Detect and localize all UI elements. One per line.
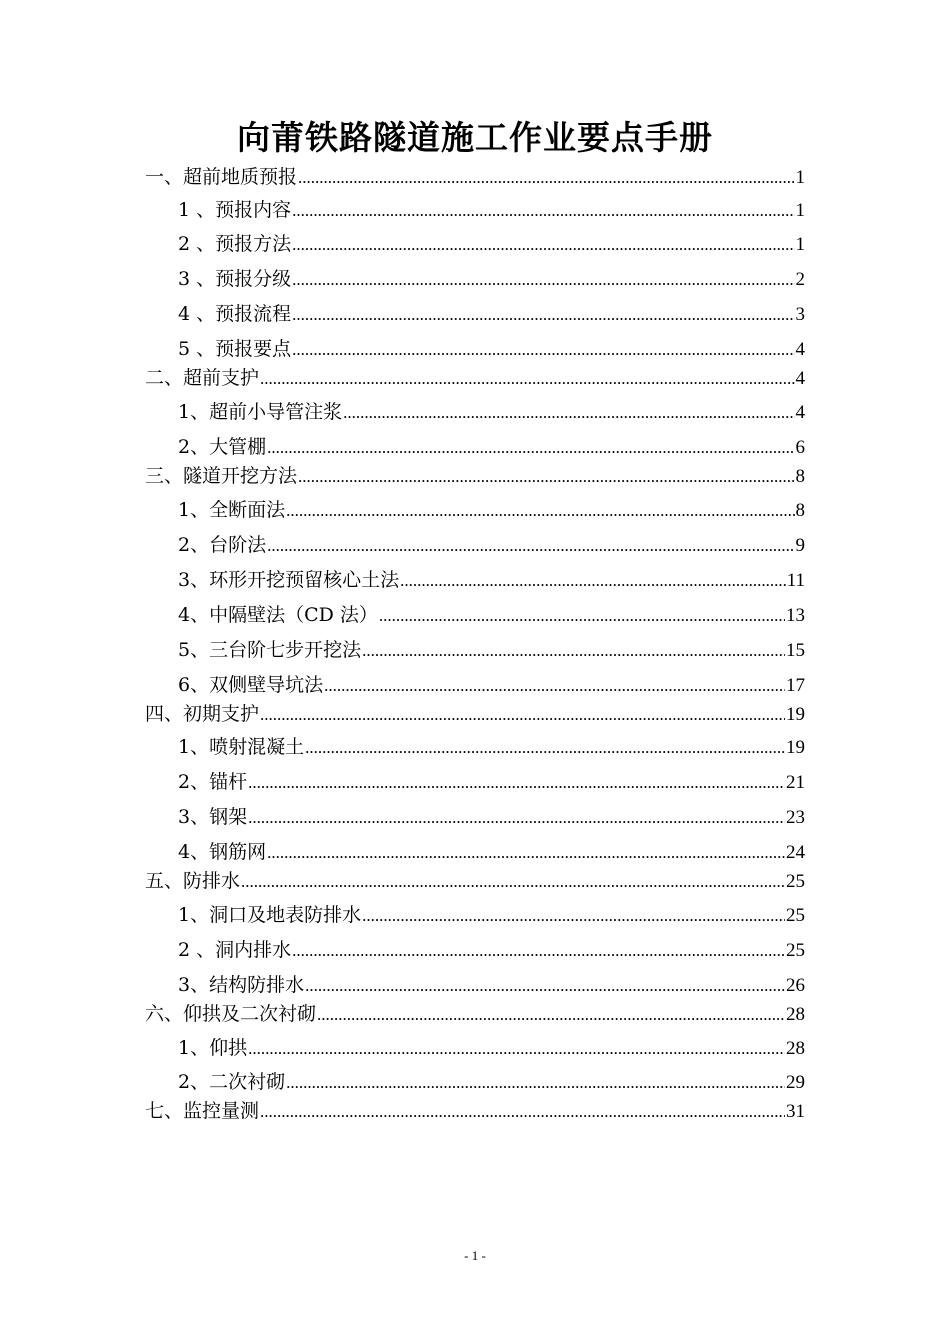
toc-entry-label: 四、初期支护 [145, 703, 260, 725]
toc-page-number: 11 [786, 570, 805, 591]
toc-subsection-entry[interactable] [178, 265, 805, 294]
toc-entry-label: 1、喷射混凝土 [178, 736, 305, 758]
toc-entry-label: 2、锚杆 [178, 771, 248, 793]
toc-entry-label: 七、监控量测 [145, 1100, 260, 1122]
toc-entry-label: 6、双侧壁导坑法 [178, 674, 324, 696]
toc-page-number: 6 [795, 437, 805, 458]
toc-subsection-entry[interactable] [178, 1034, 805, 1063]
toc-page-number: 3 [795, 304, 805, 325]
toc-entry-label: 1、全断面法 [178, 499, 286, 521]
toc-dot-leader [324, 672, 785, 700]
toc-dot-leader [362, 902, 785, 930]
toc-page-number: 1 [795, 200, 805, 221]
toc-page-number: 8 [795, 466, 805, 487]
toc-entry-label: 一、超前地质预报 [145, 166, 298, 188]
toc-dot-leader [248, 1035, 785, 1063]
toc-page-number: 8 [795, 500, 805, 521]
toc-dot-leader [267, 434, 794, 462]
toc-page-number: 2 [795, 269, 805, 290]
toc-dot-leader [260, 365, 794, 393]
toc-subsection-entry[interactable] [178, 300, 805, 329]
toc-entry-label: 2 、洞内排水 [178, 939, 292, 961]
toc-dot-leader [260, 1098, 785, 1126]
toc-entry-label: 3、结构防排水 [178, 974, 305, 996]
toc-entry-label: 3、环形开挖预留核心土法 [178, 569, 400, 591]
toc-section-entry[interactable] [145, 1097, 805, 1126]
toc-entry-label: 4、钢筋网 [178, 841, 267, 863]
toc-subsection-entry[interactable] [178, 196, 805, 225]
toc-page-number: 29 [786, 1072, 805, 1093]
toc-page-number: 28 [786, 1004, 805, 1025]
toc-page-number: 23 [786, 807, 805, 828]
toc-entry-label: 三、隧道开挖方法 [145, 465, 298, 487]
toc-dot-leader [267, 532, 794, 560]
toc-subsection-entry[interactable] [178, 1068, 805, 1097]
toc-dot-leader [379, 602, 785, 630]
toc-subsection-entry[interactable] [178, 936, 805, 965]
toc-section-entry[interactable] [145, 1000, 805, 1029]
toc-entry-label: 4、中隔壁法（CD 法） [178, 604, 378, 626]
toc-dot-leader [248, 769, 785, 797]
page-number-footer: - 1 - [464, 1248, 486, 1263]
toc-section-entry[interactable] [145, 163, 805, 192]
toc-subsection-entry[interactable] [178, 733, 805, 762]
toc-page-number: 31 [786, 1101, 805, 1122]
toc-dot-leader [267, 839, 785, 867]
toc-page-number: 24 [786, 842, 805, 863]
toc-subsection-entry[interactable] [178, 531, 805, 560]
toc-entry-label: 1 、预报内容 [178, 199, 292, 221]
toc-subsection-entry[interactable] [178, 838, 805, 867]
toc-entry-label: 六、仰拱及二次衬砌 [145, 1003, 317, 1025]
toc-dot-leader [305, 734, 785, 762]
toc-subsection-entry[interactable] [178, 901, 805, 930]
toc-section-entry[interactable] [145, 462, 805, 491]
toc-entry-label: 五、防排水 [145, 870, 241, 892]
toc-page-number: 26 [786, 975, 805, 996]
toc-page-number: 25 [786, 905, 805, 926]
toc-entry-label: 1、超前小导管注浆 [178, 401, 343, 423]
toc-dot-leader [292, 336, 794, 364]
toc-dot-leader [292, 937, 785, 965]
toc-entry-label: 3、钢架 [178, 806, 248, 828]
toc-page-number: 4 [795, 368, 805, 389]
toc-page-number: 1 [795, 167, 805, 188]
toc-subsection-entry[interactable] [178, 230, 805, 259]
toc-dot-leader [317, 1001, 785, 1029]
toc-entry-label: 2、台阶法 [178, 534, 267, 556]
toc-page-number: 15 [786, 640, 805, 661]
toc-page-number: 28 [786, 1038, 805, 1059]
toc-page-number: 19 [786, 737, 805, 758]
toc-entry-label: 5、三台阶七步开挖法 [178, 639, 362, 661]
toc-dot-leader [241, 868, 785, 896]
toc-section-entry[interactable] [145, 364, 805, 393]
toc-section-entry[interactable] [145, 867, 805, 896]
toc-subsection-entry[interactable] [178, 971, 805, 1000]
toc-page-number: 21 [786, 772, 805, 793]
toc-entry-label: 2 、预报方法 [178, 233, 292, 255]
toc-subsection-entry[interactable] [178, 566, 805, 595]
toc-subsection-entry[interactable] [178, 768, 805, 797]
toc-entry-label: 1、洞口及地表防排水 [178, 904, 362, 926]
toc-subsection-entry[interactable] [178, 803, 805, 832]
toc-page-number: 25 [786, 940, 805, 961]
toc-subsection-entry[interactable] [178, 671, 805, 700]
toc-dot-leader [292, 231, 794, 259]
toc-subsection-entry[interactable] [178, 496, 805, 525]
toc-dot-leader [292, 301, 794, 329]
toc-dot-leader [305, 972, 785, 1000]
toc-subsection-entry[interactable] [178, 433, 805, 462]
toc-page-number: 13 [786, 605, 805, 626]
toc-dot-leader [343, 399, 794, 427]
toc-dot-leader [362, 637, 785, 665]
toc-dot-leader [286, 1069, 785, 1097]
toc-subsection-entry[interactable] [178, 636, 805, 665]
toc-entry-label: 2、二次衬砌 [178, 1071, 286, 1093]
toc-dot-leader [248, 804, 785, 832]
toc-page-number: 25 [786, 871, 805, 892]
toc-subsection-entry[interactable] [178, 335, 805, 364]
toc-entry-label: 3 、预报分级 [178, 268, 292, 290]
toc-section-entry[interactable] [145, 700, 805, 729]
toc-page-number: 4 [795, 339, 805, 360]
toc-dot-leader [292, 197, 794, 225]
toc-entry-label: 2、大管棚 [178, 436, 267, 458]
toc-entry-label: 二、超前支护 [145, 367, 260, 389]
toc-page-number: 19 [786, 704, 805, 725]
toc-page-number: 1 [795, 234, 805, 255]
toc-dot-leader [286, 497, 794, 525]
toc-entry-label: 4 、预报流程 [178, 303, 292, 325]
document-title: 向莆铁路隧道施工作业要点手册 [237, 118, 713, 157]
toc-page-number: 9 [795, 535, 805, 556]
toc-page-number: 17 [786, 675, 805, 696]
toc-dot-leader [298, 164, 794, 192]
toc-dot-leader [260, 701, 785, 729]
toc-dot-leader [298, 463, 794, 491]
toc-subsection-entry[interactable] [178, 601, 805, 630]
toc-dot-leader [400, 567, 786, 595]
toc-subsection-entry[interactable] [178, 398, 805, 427]
toc-dot-leader [292, 266, 794, 294]
toc-page-number: 4 [795, 402, 805, 423]
toc-entry-label: 5 、预报要点 [178, 338, 292, 360]
toc-entry-label: 1、仰拱 [178, 1037, 248, 1059]
